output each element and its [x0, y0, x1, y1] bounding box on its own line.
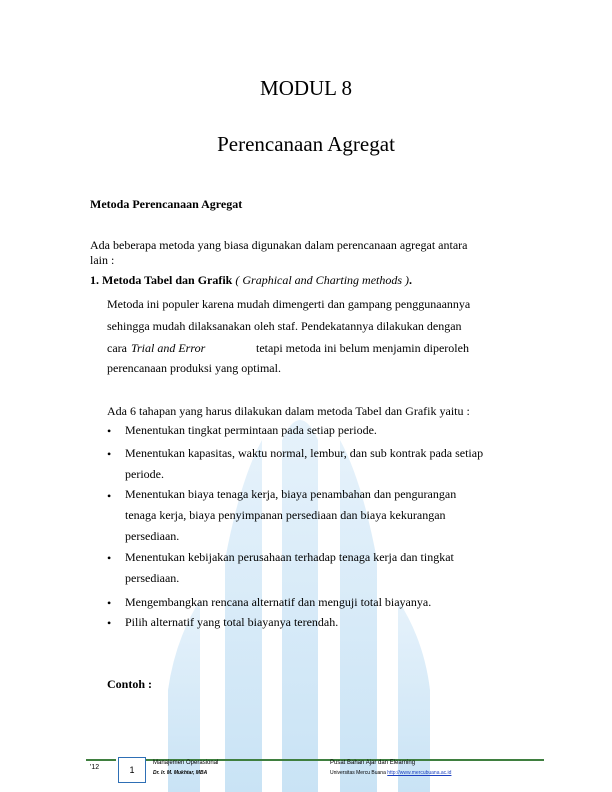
list-item: Pilih alternatif yang total biayanya terendah.	[125, 615, 339, 629]
list-item: Mengembangkan rencana alternatif dan menguji total biayanya.	[125, 595, 432, 609]
page-number: 1	[118, 757, 146, 783]
section-heading: Metoda Perencanaan Agregat	[90, 197, 243, 211]
intro-line-2: lain :	[90, 253, 115, 267]
page-title: Perencanaan Agregat	[217, 132, 395, 156]
method-desc-line-3-italic: Trial and Error	[131, 341, 206, 355]
method-desc-line-3-prefix: cara	[107, 341, 127, 355]
footer-rule-left	[86, 759, 116, 761]
footer-university-line	[330, 770, 451, 776]
method-heading-italic: ( Graphical and Charting methods )	[235, 273, 410, 287]
bullet-icon: •	[107, 424, 112, 438]
method-heading-bold: 1. Metoda Tabel dan Grafik	[90, 273, 233, 287]
list-item: Menentukan kapasitas, waktu normal, lembur, dan sub kontrak pada setiap periode.	[125, 446, 484, 481]
module-number: MODUL 8	[260, 76, 352, 100]
method-heading	[90, 273, 412, 287]
intro-line-1: Ada beberapa metoda yang biasa digunakan dalam perencanaan agregat antara	[90, 238, 468, 252]
list-item: Menentukan biaya tenaga kerja, biaya penambahan dan pengurangan tenaga kerja, biaya penyimpanan persediaan dan biaya kekurangan persediaan.	[125, 487, 457, 543]
steps-intro: Ada 6 tahapan yang harus dilakukan dalam metoda Tabel dan Grafik yaitu :	[107, 404, 470, 418]
method-desc-line-3-suffix: tetapi metoda ini belum menjamin diperoleh	[256, 341, 469, 355]
bullet-icon: •	[107, 551, 112, 565]
footer-center-name: Pusat Bahan Ajar dan Elearning	[330, 760, 416, 766]
method-heading-end: .	[409, 273, 413, 287]
footer-course: Manajemen Operasional	[153, 760, 219, 766]
bullet-icon: •	[107, 447, 112, 461]
footer-university: Universitas Mercu Buana	[330, 770, 386, 776]
method-desc-line-4: perencanaan produksi yang optimal.	[107, 361, 281, 375]
bullet-icon: •	[107, 616, 112, 630]
method-desc-line-2: sehingga mudah dilaksanakan oleh staf. Pendekatannya dilakukan dengan	[107, 319, 462, 333]
bullet-icon: •	[107, 596, 112, 610]
bullet-icon: •	[107, 489, 112, 503]
list-item: Menentukan kebijakan perusahaan terhadap tenaga kerja dan tingkat persediaan.	[125, 550, 454, 585]
footer-code: '12	[90, 764, 100, 771]
footer-url-link[interactable]: http://www.mercubuana.ac.id	[387, 770, 452, 776]
method-desc-line-1: Metoda ini populer karena mudah dimengerti dan gampang penggunaannya	[107, 297, 471, 311]
footer-author: Dr. Ir. M. Mukhtar, MBA	[153, 770, 208, 776]
list-item: Menentukan tingkat permintaan pada setiap periode.	[125, 423, 377, 437]
example-label: Contoh :	[107, 677, 153, 691]
